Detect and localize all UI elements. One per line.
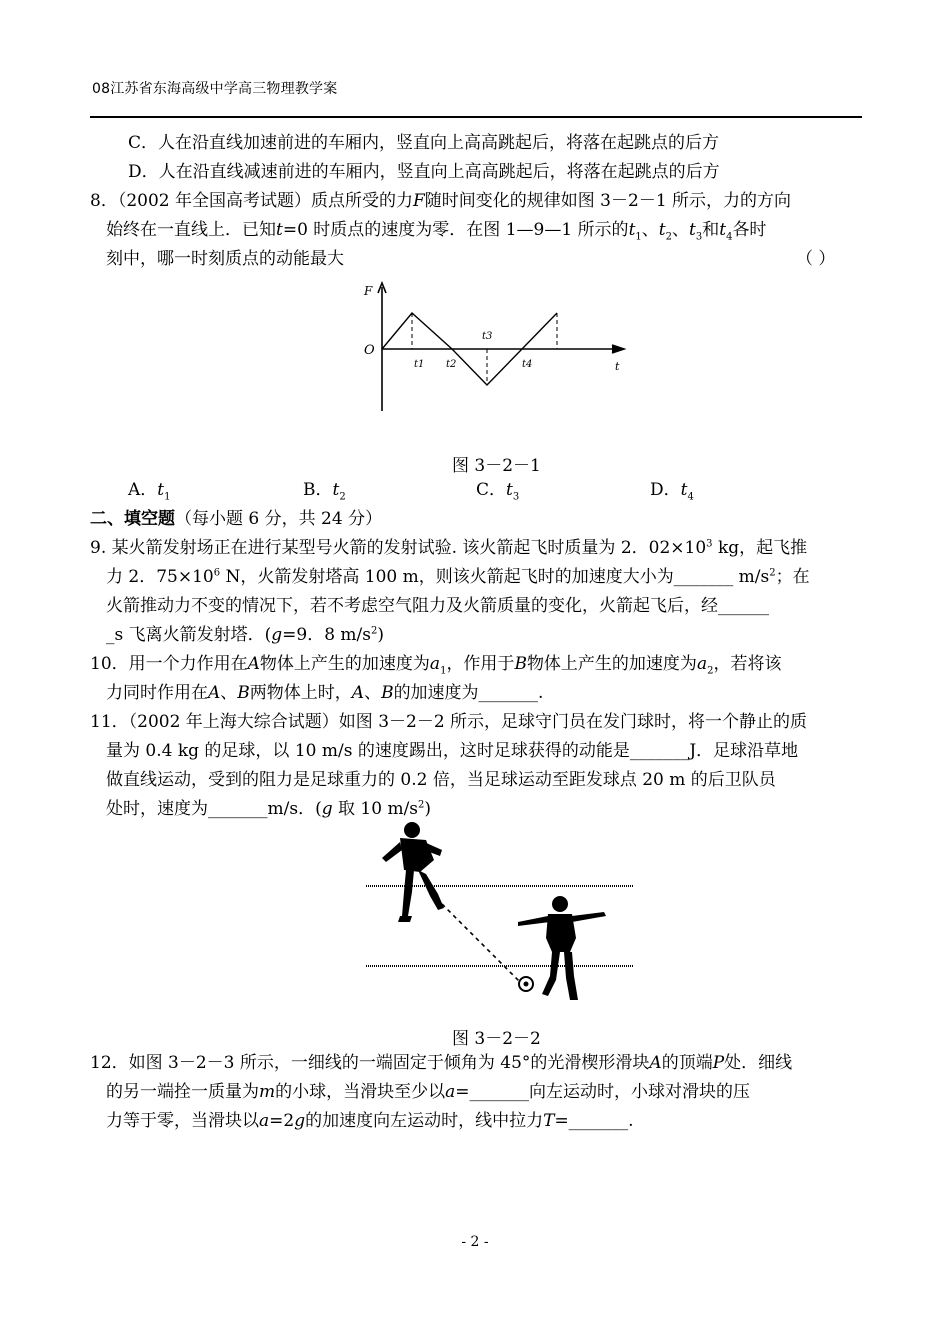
q8-line-1: 8．（2002 年全国高考试题）质点所受的力F随时间变化的规律如图 3－2－1 所示，力的方向 [90, 191, 792, 211]
q11-line-2: 量为 0.4 kg 的足球，以 10 m/s 的速度踢出，这时足球获得的动能是_______J．足球沿草地 [106, 741, 799, 761]
football-goalkeeper-illustration [360, 820, 640, 1010]
q9-line-3: 火箭推动力不变的情况下，若不考虑空气阻力及火箭质量的变化，火箭起飞后，经______ [106, 596, 769, 616]
force-time-graph [350, 275, 640, 420]
q8-option-b: B．$t_2$ [303, 480, 346, 503]
section-heading: 二、填空题（每小题 6 分，共 24 分） [90, 509, 383, 529]
goalkeeper-figure [382, 822, 444, 922]
figure-caption-2: 图 3－2－2 [452, 1029, 541, 1049]
figure-caption-1: 图 3－2－1 [452, 456, 541, 476]
header-divider [90, 116, 862, 118]
football-panel [524, 982, 529, 987]
q9-line-1: 9. 某火箭发射场正在进行某型号火箭的发射试验. 该火箭起飞时质量为 2．$02\times 10^3$ kg，起飞推 [90, 538, 808, 558]
y-axis-label: F [364, 284, 373, 298]
x-axis-arrow [612, 345, 624, 353]
q11-line-4: 处时，速度为_______m/s．(g 取 10 $m/s^2$) [106, 799, 432, 819]
tick-t3: t3 [482, 331, 493, 342]
answer-bracket: （ ） [796, 249, 836, 269]
q8-option-c: C．$t_3$ [476, 480, 520, 503]
q9-line-2: 力 2．$75\times 10^6$ N，火箭发射塔高 100 m，则该火箭起飞时的加速度大小为_______ $m/s^2$；在 [106, 567, 810, 587]
x-axis-label: t [615, 360, 620, 373]
q8-line-2: 始终在一直线上．已知t=0 时质点的速度为零．在图 1—9—1 所示的$t_1$、$t_2$、$t_3$和$t_4$各时 [106, 220, 767, 243]
tick-t4: t4 [522, 359, 533, 370]
q11-line-3: 做直线运动，受到的阻力是足球重力的 0.2 倍，当足球运动至距发球点 20 m 的后卫队员 [106, 770, 776, 790]
q11-line-1: 11．（2002 年上海大综合试题）如图 3－2－2 所示，足球守门员在发门球时，将一个静止的质 [90, 712, 808, 732]
q12-line-1: 12．如图 3－2－3 所示，一细线的一端固定于倾角为 45°的光滑楔形滑块A的顶端P处．细线 [90, 1053, 793, 1073]
q10-line-2: 力同时作用在A、B两物体上时，A、B的加速度为_______. [106, 683, 544, 703]
q8-option-d: D．$t_4$ [650, 480, 694, 503]
q7-option-d: D．人在沿直线减速前进的车厢内，竖直向上高高跳起后，将落在起跳点的后方 [128, 162, 720, 182]
q8-line-3: 刻中，哪一时刻质点的动能最大 [106, 249, 344, 269]
q10-line-1: 10．用一个力作用在A物体上产生的加速度为$a_1$，作用于B物体上产生的加速度为$a_2$，若将该 [90, 654, 782, 677]
ball-trajectory [442, 904, 520, 982]
q12-line-2: 的另一端拴一质量为m的小球，当滑块至少以a=_______向左运动时，小球对滑块的压 [106, 1082, 751, 1102]
tick-t1: t1 [414, 359, 425, 370]
q8-option-a: A．$t_1$ [128, 480, 171, 503]
page-header: 08江苏省东海高级中学高三物理教学案 [92, 81, 338, 97]
origin-label: O [364, 343, 375, 358]
q9-line-4: _s 飞离火箭发射塔．(g=9．8 $m/s^2$) [106, 625, 385, 645]
page-number: - 2 - [461, 1234, 489, 1250]
q7-option-c: C．人在沿直线加速前进的车厢内，竖直向上高高跳起后，将落在起跳点的后方 [128, 133, 720, 153]
q12-line-3: 力等于零，当滑块以a=2g的加速度向左运动时，线中拉力T=_______. [106, 1111, 634, 1131]
tick-t2: t2 [446, 359, 457, 370]
